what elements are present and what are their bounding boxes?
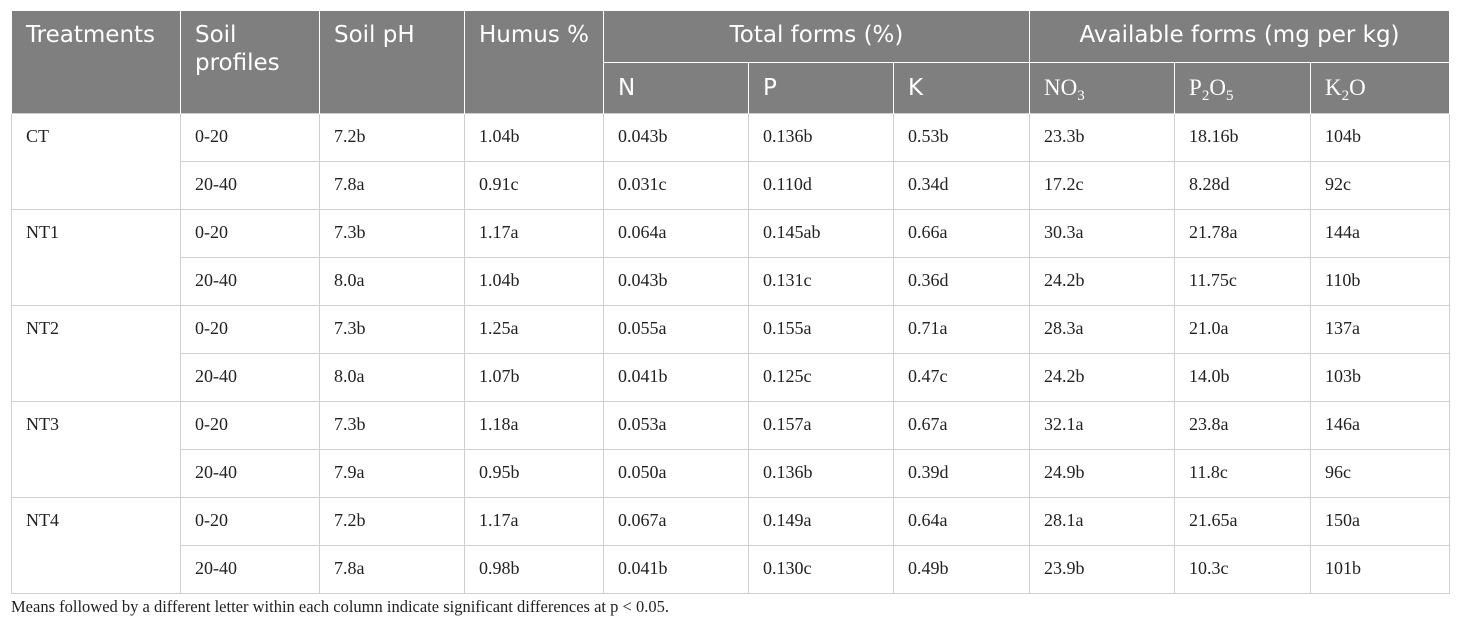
chem-sub: 3 [1077,87,1085,104]
total-k-cell: 0.64a [894,497,1030,545]
available-p2o5-cell: 21.65a [1175,497,1311,545]
header-available-no3 [1030,62,1175,113]
soil-ph-cell: 7.3b [320,209,465,257]
header-available-p2o5 [1175,62,1311,113]
header-treatments: Treatments [12,11,181,113]
total-n-cell: 0.050a [604,449,749,497]
available-p2o5-cell: 14.0b [1175,353,1311,401]
soil-ph-cell: 7.8a [320,161,465,209]
soil-profile-cell: 0-20 [181,497,320,545]
available-k2o-cell: 104b [1311,113,1450,161]
chem-base: NO [1044,74,1078,100]
total-p-cell: 0.125c [749,353,894,401]
total-k-cell: 0.71a [894,305,1030,353]
soil-profile-cell: 0-20 [181,305,320,353]
soil-ph-cell: 7.9a [320,449,465,497]
chem-sub: 2 [1341,87,1350,104]
available-no3-cell: 30.3a [1030,209,1175,257]
table-row [12,209,1450,257]
chem-base: P [1189,74,1202,100]
soil-properties-table [11,11,1450,594]
table-row [12,353,1450,401]
available-no3-cell: 24.2b [1030,257,1175,305]
table-row [12,545,1450,593]
available-k2o-cell: 96c [1311,449,1450,497]
available-no3-cell: 24.2b [1030,353,1175,401]
total-p-cell: 0.149a [749,497,894,545]
table-row [12,497,1450,545]
chem-tail: O [1349,74,1366,100]
total-p-cell: 0.110d [749,161,894,209]
total-p-cell: 0.155a [749,305,894,353]
total-n-cell: 0.043b [604,257,749,305]
treatment-cell: NT2 [12,305,181,401]
total-p-cell: 0.130c [749,545,894,593]
available-k2o-cell: 101b [1311,545,1450,593]
soil-ph-cell: 7.3b [320,305,465,353]
available-p2o5-cell: 8.28d [1175,161,1311,209]
total-n-cell: 0.041b [604,353,749,401]
humus-cell: 1.07b [465,353,604,401]
treatment-cell: CT [12,113,181,209]
soil-ph-cell: 7.2b [320,497,465,545]
header-total-p: P [749,62,894,113]
total-k-cell: 0.67a [894,401,1030,449]
total-k-cell: 0.47c [894,353,1030,401]
soil-ph-cell: 7.8a [320,545,465,593]
soil-profile-cell: 20-40 [181,257,320,305]
soil-profile-cell: 0-20 [181,113,320,161]
soil-properties-table-container [11,11,1449,594]
total-p-cell: 0.131c [749,257,894,305]
header-available-forms: Available forms (mg per kg) [1030,11,1450,62]
table-row [12,449,1450,497]
table-row [12,113,1450,161]
available-p2o5-cell: 23.8a [1175,401,1311,449]
header-soil-ph: Soil pH [320,11,465,113]
humus-cell: 0.98b [465,545,604,593]
total-k-cell: 0.66a [894,209,1030,257]
chem-sub2: 5 [1225,87,1234,104]
total-n-cell: 0.041b [604,545,749,593]
header-total-n: N [604,62,749,113]
total-n-cell: 0.055a [604,305,749,353]
total-n-cell: 0.067a [604,497,749,545]
available-p2o5-cell: 21.0a [1175,305,1311,353]
total-k-cell: 0.36d [894,257,1030,305]
table-row [12,257,1450,305]
total-n-cell: 0.053a [604,401,749,449]
total-k-cell: 0.39d [894,449,1030,497]
soil-profile-cell: 20-40 [181,353,320,401]
table-footnote: Means followed by a different letter within each column indicate significant differences at p < 0.05. [11,597,669,616]
header-soil-profiles: Soil profiles [181,11,320,113]
table-header [12,11,1450,113]
available-no3-cell: 24.9b [1030,449,1175,497]
soil-profile-cell: 0-20 [181,209,320,257]
available-k2o-cell: 103b [1311,353,1450,401]
table-row [12,305,1450,353]
available-no3-cell: 28.1a [1030,497,1175,545]
available-no3-cell: 23.9b [1030,545,1175,593]
humus-cell: 1.04b [465,257,604,305]
chem-base: K [1325,74,1342,100]
header-humus: Humus % [465,11,604,113]
table-body [12,113,1450,593]
available-p2o5-cell: 21.78a [1175,209,1311,257]
total-p-cell: 0.145ab [749,209,894,257]
soil-ph-cell: 8.0a [320,353,465,401]
total-p-cell: 0.136b [749,449,894,497]
available-p2o5-cell: 18.16b [1175,113,1311,161]
available-k2o-cell: 150a [1311,497,1450,545]
soil-profile-cell: 20-40 [181,449,320,497]
humus-cell: 1.04b [465,113,604,161]
available-k2o-cell: 144a [1311,209,1450,257]
humus-cell: 1.18a [465,401,604,449]
soil-ph-cell: 7.3b [320,401,465,449]
total-n-cell: 0.064a [604,209,749,257]
total-p-cell: 0.136b [749,113,894,161]
available-no3-cell: 17.2c [1030,161,1175,209]
total-p-cell: 0.157a [749,401,894,449]
total-n-cell: 0.043b [604,113,749,161]
humus-cell: 1.17a [465,497,604,545]
table-row [12,161,1450,209]
soil-ph-cell: 7.2b [320,113,465,161]
available-p2o5-cell: 11.8c [1175,449,1311,497]
available-k2o-cell: 146a [1311,401,1450,449]
humus-cell: 1.25a [465,305,604,353]
humus-cell: 1.17a [465,209,604,257]
header-available-k2o [1311,62,1450,113]
treatment-cell: NT3 [12,401,181,497]
treatment-cell: NT1 [12,209,181,305]
available-k2o-cell: 110b [1311,257,1450,305]
humus-cell: 0.95b [465,449,604,497]
available-k2o-cell: 92c [1311,161,1450,209]
header-total-k: K [894,62,1030,113]
available-no3-cell: 32.1a [1030,401,1175,449]
humus-cell: 0.91c [465,161,604,209]
chem-sub: 2 [1201,87,1210,104]
soil-profile-cell: 20-40 [181,545,320,593]
table-row [12,401,1450,449]
header-total-forms: Total forms (%) [604,11,1030,62]
available-k2o-cell: 137a [1311,305,1450,353]
total-k-cell: 0.49b [894,545,1030,593]
available-p2o5-cell: 10.3c [1175,545,1311,593]
soil-profile-cell: 0-20 [181,401,320,449]
total-n-cell: 0.031c [604,161,749,209]
total-k-cell: 0.34d [894,161,1030,209]
available-no3-cell: 23.3b [1030,113,1175,161]
soil-ph-cell: 8.0a [320,257,465,305]
total-k-cell: 0.53b [894,113,1030,161]
soil-profile-cell: 20-40 [181,161,320,209]
chem-tail: O [1209,74,1226,100]
available-no3-cell: 28.3a [1030,305,1175,353]
available-p2o5-cell: 11.75c [1175,257,1311,305]
treatment-cell: NT4 [12,497,181,593]
